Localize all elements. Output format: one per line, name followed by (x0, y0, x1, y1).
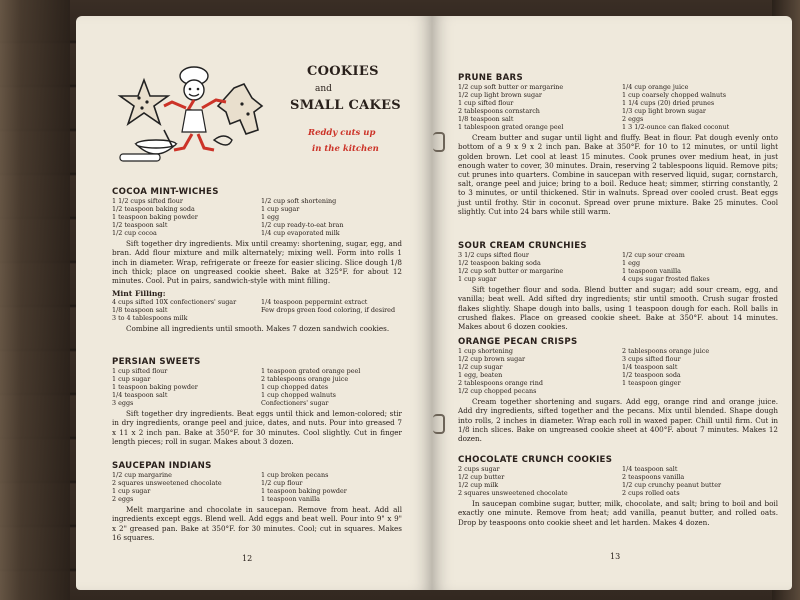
page-title-and: and (315, 84, 332, 94)
ingredient: 1 1/4 cups (20) dried prunes (622, 99, 715, 108)
ingredient: Confectioners' sugar (261, 399, 329, 408)
ingredient: 1/4 cup orange juice (622, 83, 689, 92)
ingredient: 1 cup sugar (458, 275, 497, 284)
ingredient: 1/2 cup soft shortening (261, 197, 337, 206)
ingredient: 1/2 cup light brown sugar (458, 91, 542, 100)
ingredient (261, 314, 402, 322)
recipe-directions: Cream butter and sugar until light and fluffy. Beat in flour. Pat dough evenly onto bottom of a 9 x 9 x 2 inch pan. Bake at 350°F. for 10 to 12 minutes, or until light golden brown. Let cool at least 15 minutes. Cook prunes over medium heat, in just enough water to cover, 30 minutes. Drain, reserving 2 tablespoons liquid. Remove pits; cut prunes into quarters. Combine in saucepan with reserved liquid, sugar, cornstarch, salt, orange peel and juice; bring to a boil. Reduce heat; simmer, stirring constantly, 2 to 3 minutes, or until thickened. Stir in walnuts. Spread over cooled crust. Beat eggs just until frothy. Stir in coconut. Spread over prune mixture. Bake 25 minutes. Cool slightly. Cut into 24 bars while still warm. (458, 133, 778, 216)
ingredient: 2 tablespoons cornstarch (458, 107, 540, 116)
ingredient: 1/4 teaspoon peppermint extract (261, 298, 368, 307)
ingredient: 1/3 cup light brown sugar (622, 107, 706, 116)
filling-directions: Combine all ingredients until smooth. Makes 7 dozen sandwich cookies. (126, 324, 390, 334)
background-frame-left (0, 0, 70, 600)
right-page (432, 16, 792, 590)
ingredient: 1/4 cup evaporated milk (261, 229, 340, 238)
filling-ingredient-list (112, 298, 402, 322)
ingredient-list (458, 251, 778, 283)
ingredient: 1/2 teaspoon baking soda (112, 205, 195, 214)
reddy-kilowatt-chef-icon (114, 58, 274, 178)
ingredient: 1 cup sugar (112, 375, 151, 384)
left-page (76, 16, 432, 590)
ingredient: 1/2 cup sour cream (622, 251, 685, 260)
ingredient: 3 1/2 cups sifted flour (458, 251, 529, 260)
recipe-heading: COCOA MINT-WICHES (112, 187, 219, 197)
ingredient: 2 squares unsweetened chocolate (112, 479, 222, 488)
ingredient: 1/2 cup chopped pecans (458, 387, 537, 396)
recipe-heading: PRUNE BARS (458, 73, 523, 83)
ingredient: 2 teaspoons vanilla (622, 473, 685, 482)
ingredient: 1/2 cup milk (458, 481, 499, 490)
recipe-persian-sweets (112, 358, 402, 446)
ingredient: 1/2 cup sugar (458, 363, 503, 372)
ingredient: 1/4 teaspoon salt (622, 465, 678, 474)
ingredient: 1/2 cup margarine (112, 471, 172, 480)
recipe-directions: Sift together dry ingredients. Mix until creamy: shortening, sugar, egg, and bran. Add flour mixture and milk alternately; mixing well. Form into rolls 1 inch in diameter. Wrap, refrigerate or freeze for easier slicing. Slice dough 1/8 inch thick; place on ungreased cookie sheet. Bake at 325°F. for about 12 minutes. Cool. Put in pairs, sandwich-style with mint filling. (112, 239, 402, 286)
ingredient: 1 cup sifted flour (112, 367, 168, 376)
page-number: 12 (242, 554, 253, 563)
staple-top (433, 132, 445, 152)
ingredient: 1/2 cup butter (458, 473, 505, 482)
recipe-directions: Cream together shortening and sugars. Add egg, orange rind and orange juice. Add dry ingredients, sifted together and the pecans. Mix until blended. Shape dough into rolls, 2 inches in diameter. Wrap each roll in waxed paper. Chill until firm. Cut in 1/8 inch slices. Bake on ungreased cookie sheet at 400°F. about 7 minutes. Makes 12 dozen. (458, 397, 778, 444)
ingredient: 2 squares unsweetened chocolate (458, 489, 568, 498)
ingredient: 1/4 teaspoon salt (622, 363, 678, 372)
tagline-line1: Reddy cuts up (308, 128, 376, 138)
ingredient: 4 cups sugar frosted flakes (622, 275, 710, 284)
ingredient: 1 teaspoon vanilla (261, 495, 320, 504)
ingredient: 1 cup coarsely chopped walnuts (622, 91, 726, 100)
recipe-cocoa-mint-wiches (112, 188, 402, 334)
recipe-directions: Melt margarine and chocolate in saucepan. Remove from heat. Add all ingredients except eggs. Blend well. Add eggs and beat well. Pour into 9" x 9" x 2" greased pan. Bake at 350°F. for 30 minutes. Cool; cut in squares. Makes 16 squares. (112, 505, 402, 542)
ingredient: 4 cups sifted 10X confectioners' sugar (112, 298, 237, 307)
open-cookbook (76, 16, 800, 590)
ingredient: 1/4 teaspoon salt (112, 391, 168, 400)
recipe-orange-pecan-crisps (458, 338, 778, 443)
recipe-prune-bars (458, 74, 778, 216)
ingredient: 1 cup broken pecans (261, 471, 329, 480)
ingredient: 1 1/2 cups sifted flour (112, 197, 183, 206)
ingredient: 1/8 teaspoon salt (112, 306, 168, 315)
ingredient: 1/2 teaspoon salt (112, 221, 168, 230)
ingredient: 2 eggs (112, 495, 134, 504)
staple-bottom (433, 414, 445, 434)
ingredient: 1 cup sugar (261, 205, 300, 214)
recipe-heading: SAUCEPAN INDIANS (112, 461, 212, 471)
ingredient: 2 tablespoons orange juice (622, 347, 710, 356)
ingredient: 1 3 1/2-ounce can flaked coconut (622, 123, 730, 132)
page-number: 13 (610, 552, 621, 561)
ingredient: 1/2 cup flour (261, 479, 303, 488)
ingredient: 2 tablespoons orange juice (261, 375, 349, 384)
ingredient: 1 egg, beaten (458, 371, 503, 380)
ingredient: 1 cup chopped dates (261, 383, 329, 392)
recipe-heading: PERSIAN SWEETS (112, 357, 201, 367)
ingredient-list (458, 347, 778, 395)
recipe-heading: CHOCOLATE CRUNCH COOKIES (458, 455, 613, 465)
ingredient: 1/2 cup ready-to-eat bran (261, 221, 344, 230)
ingredient: 1 egg (261, 213, 280, 222)
ingredient: 3 to 4 tablespoons milk (112, 314, 188, 323)
ingredient: 2 cups sugar (458, 465, 500, 474)
ingredient: 1/2 teaspoon soda (622, 371, 681, 380)
ingredient: 3 eggs (112, 399, 134, 408)
ingredient: 1 teaspoon ginger (622, 379, 681, 388)
ingredient: 1/2 cup soft butter or margarine (458, 267, 564, 276)
recipe-heading: ORANGE PECAN CRISPS (458, 337, 578, 347)
ingredient: 1 cup sifted flour (458, 99, 514, 108)
ingredient: 1 teaspoon baking powder (112, 213, 198, 222)
recipe-directions: In saucepan combine sugar, butter, milk, chocolate, and salt; bring to boil and boil exactly one minute. Remove from heat; add vanilla, peanut butter, and rolled oats. Drop by teaspoons onto cookie sheet and let harden. Makes 4 dozen. (458, 499, 778, 527)
ingredient-list (112, 197, 402, 237)
ingredient-list (458, 465, 778, 497)
ingredient-list (112, 367, 402, 407)
ingredient: 1 teaspoon baking powder (261, 487, 347, 496)
ingredient: 1/2 cup brown sugar (458, 355, 526, 364)
ingredient: 1 cup chopped walnuts (261, 391, 336, 400)
ingredient: 1 cup shortening (458, 347, 513, 356)
filling-heading: Mint Filling: (112, 289, 166, 299)
recipe-chocolate-crunch-cookies (458, 456, 778, 527)
recipe-directions: Sift together dry ingredients. Beat eggs until thick and lemon-colored; stir in dry ingredients, orange peel and juice, dates, and nuts. Pour into greased 7 x 11 x 2 inch pan. Bake at 350°F. for 30 minutes. Cool slightly. Cut in finger length pieces; roll in sugar. Makes about 3 dozen. (112, 409, 402, 446)
ingredient: 1/2 cup cocoa (112, 229, 157, 238)
ingredient-list (112, 471, 402, 503)
ingredient: 1 tablespoon grated orange peel (458, 123, 564, 132)
ingredient: 1 egg (622, 259, 641, 268)
ingredient: 2 cups rolled oats (622, 489, 680, 498)
ingredient: 1/2 cup crunchy peanut butter (622, 481, 722, 490)
tagline-line2: in the kitchen (312, 144, 379, 154)
ingredient: 1 teaspoon vanilla (622, 267, 681, 276)
page-title-line2: SMALL CAKES (290, 98, 402, 113)
ingredient: 1/2 teaspoon baking soda (458, 259, 541, 268)
recipe-directions: Sift together flour and soda. Blend butter and sugar; add sour cream, egg, and vanilla; beat well. Add sifted dry ingredients; stir until smooth. Crush sugar frosted flakes slightly. Shape dough into balls, using 1 teaspoon dough for each. Roll balls in crushed flakes. Place on greased cookie sheet. Bake at 350°F. about 14 minutes. Makes about 6 dozen cookies. (458, 285, 778, 332)
ingredient: 1/2 cup soft butter or margarine (458, 83, 564, 92)
ingredient: 1 cup sugar (112, 487, 151, 496)
recipe-heading: SOUR CREAM CRUNCHIES (458, 241, 587, 251)
ingredient: 2 eggs (622, 115, 644, 124)
ingredient: 2 tablespoons orange rind (458, 379, 543, 388)
ingredient: 3 cups sifted flour (622, 355, 681, 364)
ingredient: Few drops green food coloring, if desired (261, 306, 396, 315)
recipe-sour-cream-crunchies (458, 242, 778, 331)
ingredient: 1 teaspoon baking powder (112, 383, 198, 392)
page-title-line1: COOKIES (307, 64, 379, 79)
ingredient: 1 teaspoon grated orange peel (261, 367, 361, 376)
ingredient (622, 387, 778, 395)
recipe-saucepan-indians (112, 462, 402, 542)
ingredient-list (458, 83, 778, 131)
ingredient: 1/8 teaspoon salt (458, 115, 514, 124)
